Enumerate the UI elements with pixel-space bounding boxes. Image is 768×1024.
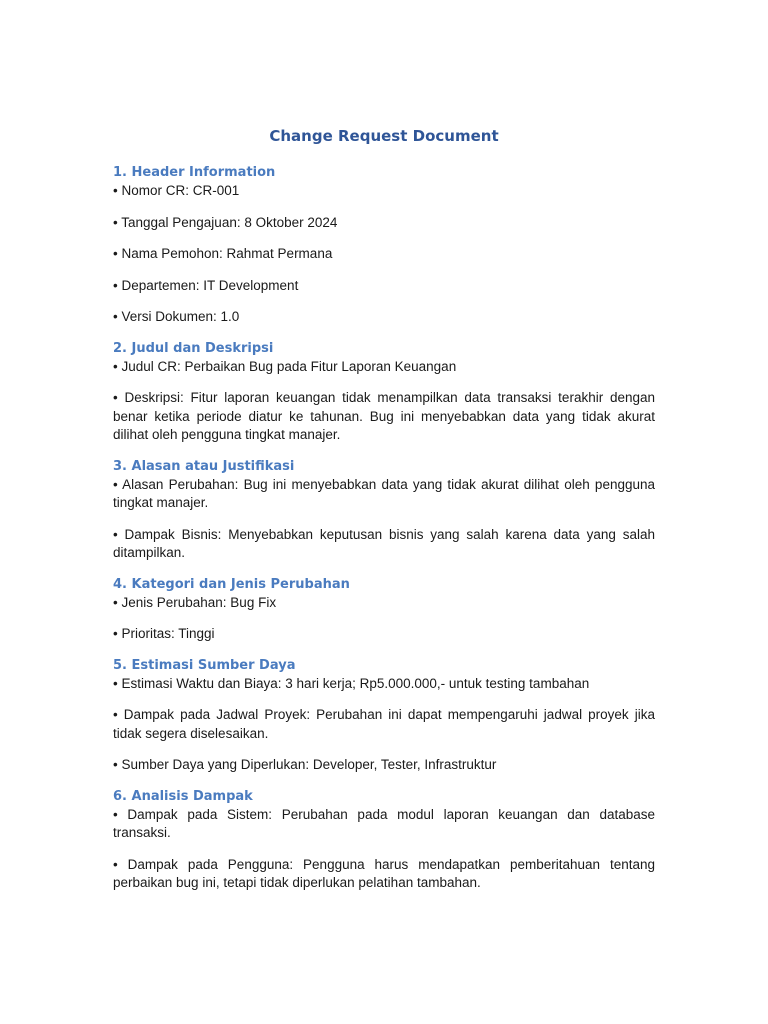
section-heading: 1. Header Information — [113, 165, 276, 180]
field-nama-pemohon: • Nama Pemohon: Rahmat Permana — [113, 246, 333, 261]
field-sumber-daya: • Sumber Daya yang Diperlukan: Developer, Tester, Infrastruktur — [113, 757, 497, 772]
field-prioritas: • Prioritas: Tinggi — [113, 626, 215, 641]
field-versi-dokumen: • Versi Dokumen: 1.0 — [113, 309, 240, 324]
field-dampak-sistem: • Dampak pada Sistem: Perubahan pada modul laporan keuangan dan database transaksi. — [113, 806, 655, 840]
field-dampak-jadwal: • Dampak pada Jadwal Proyek: Perubahan ini dapat mempengaruhi jadwal proyek jika tidak segera diselesaikan. — [113, 707, 655, 741]
field-alasan-perubahan: • Alasan Perubahan: Bug ini menyebabkan data yang tidak akurat dilihat oleh pengguna tingkat manajer. — [113, 476, 655, 510]
field-estimasi-waktu-biaya: • Estimasi Waktu dan Biaya: 3 hari kerja; Rp5.000.000,- untuk testing tambahan — [113, 675, 590, 691]
section-estimasi-sumber-daya — [113, 657, 655, 775]
document-page — [113, 126, 655, 906]
section-kategori-jenis — [113, 576, 655, 644]
field-departemen: • Departemen: IT Development — [113, 277, 299, 293]
section-heading: 3. Alasan atau Justifikasi — [113, 458, 295, 474]
document-title: Change Request Document — [269, 127, 499, 145]
section-alasan-justifikasi — [113, 458, 655, 563]
section-judul-deskripsi — [113, 340, 655, 445]
section-heading: 2. Judul dan Deskripsi — [113, 340, 274, 356]
section-heading: 6. Analisis Dampak — [113, 788, 253, 804]
section-header-information — [113, 164, 655, 327]
field-nomor-cr: • Nomor CR: CR-001 — [113, 183, 240, 198]
field-jenis-perubahan: • Jenis Perubahan: Bug Fix — [113, 594, 277, 610]
field-dampak-bisnis: • Dampak Bisnis: Menyebabkan keputusan bisnis yang salah karena data yang salah ditampilkan. — [113, 526, 655, 560]
field-dampak-pengguna: • Dampak pada Pengguna: Pengguna harus mendapatkan pemberitahuan tentang perbaikan bug ini, tetapi tidak diperlukan pelatihan tambahan. — [113, 856, 655, 890]
section-analisis-dampak — [113, 788, 655, 893]
field-tanggal-pengajuan: • Tanggal Pengajuan: 8 Oktober 2024 — [113, 214, 338, 230]
field-judul-cr: • Judul CR: Perbaikan Bug pada Fitur Laporan Keuangan — [113, 358, 457, 374]
section-heading: 4. Kategori dan Jenis Perubahan — [113, 576, 350, 592]
field-deskripsi: • Deskripsi: Fitur laporan keuangan tidak menampilkan data transaksi terakhir dengan benar ketika periode diatur ke tahunan. Bug ini menyebabkan data yang tidak akurat dilihat oleh pengguna tingkat manajer. — [113, 390, 655, 442]
section-heading: 5. Estimasi Sumber Daya — [113, 657, 296, 673]
